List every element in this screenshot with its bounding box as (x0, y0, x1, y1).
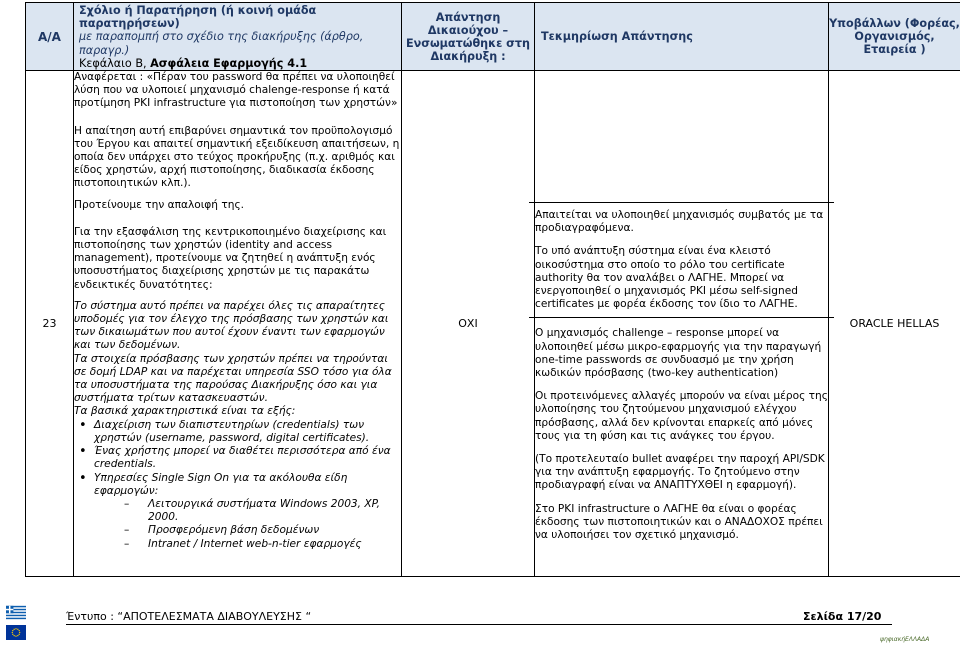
comment-paragraph: Αναφέρεται : «Πέραν του password θα πρέπει να υλοποιηθεί λύση που να υλοποιεί μηχανισμό chalenge-response ή κατά προτίμηση PKI infrastructure για πιστοποίηση των χρηστών» (74, 71, 398, 110)
list-item: – Intranet / Internet web-n-tier εφαρμογές (74, 538, 401, 551)
footer-line (66, 624, 892, 625)
justification-paragraph: Το υπό ανάπτυξη σύστημα είναι ένα κλειστό οικοσύστημα στο οποίο το ρόλο του certificate authority θα τον αναλάβει ο ΛΑΓΗΕ. Μπορεί να ενεργοποιηθεί ο μηχανισμός PKI μέσω self-signed certificates με φορέα έκδοσης τον ίδιο το ΛΑΓΗΕ. (535, 245, 798, 311)
list-item: – Προσφερόμενη βάση δεδομένων (74, 524, 401, 537)
comment-paragraph: Προτείνουμε την απαλοιφή της. (74, 198, 245, 211)
justification-top-spacer (535, 71, 828, 202)
comment-paragraph: Τα βασικά χαρακτηριστικά είναι τα εξής: (74, 405, 296, 418)
justification-section-1 (535, 203, 828, 311)
justification-cell (535, 71, 829, 577)
footer-form-title: Έντυπο : “ΑΠΟΤΕΛΕΣΜΑΤΑ ΔΙΑΒΟΥΛΕΥΣΗΣ “ (66, 610, 312, 623)
justification-paragraph: Απαιτείται να υλοποιηθεί μηχανισμός συμβατός με τα προδιαγραφόμενα. (535, 209, 824, 235)
justification-paragraph: Στο PKI infrastructure ο ΛΑΓΗΕ θα είναι ο φορέας έκδοσης των πιστοποιητικών και ο ΑΝΑΔΟΧΟΣ πρέπει να υλοποιήσει τον σχετικό μηχανισμό. (535, 502, 823, 542)
header-submitter: Υποβάλλων (Φορέας, Οργανισμός, Εταιρεία ) (829, 3, 960, 71)
submitter-cell: ORACLE HELLAS (829, 71, 960, 577)
justification-paragraph: Ο μηχανισμός challenge – response μπορεί να υλοποιηθεί μέσω μικρο-εφαρμογής για την παραγωγή one-time passwords σε συνδυασμό με την χρήση κωδικών πρόσβασης (two-key authentication) (535, 327, 822, 380)
list-item: • Υπηρεσίες Single Sign On για τα ακόλουθα είδη εφαρμογών: (74, 472, 401, 498)
table-row (26, 71, 960, 577)
header-aa: Α/Α (26, 3, 74, 71)
greek-flag-icon (6, 605, 26, 620)
justification-paragraph: Οι προτεινόμενες αλλαγές μπορούν να είναι μέρος της υλοποίησης του ζητούμενου μηχανισμού ελέγχου πρόσβασης, αλλά δεν κρίνονται επαρκείς από μόνες τους για τη φύση και τις ανάγκες του έργου. (535, 390, 828, 442)
header-justification: Τεκμηρίωση Απάντησης (535, 3, 829, 71)
page-footer (0, 600, 960, 649)
header-chapter-prefix: Κεφάλαιο Β, (79, 56, 151, 70)
header-chapter-section: Ασφάλεια Εφαρμογής 4.1 (150, 56, 308, 70)
header-chapter-ref (79, 57, 397, 70)
footer-page-number: Σελίδα 17/20 (803, 610, 882, 623)
header-comment-title: Σχόλιο ή Παρατήρηση (ή κοινή ομάδα παρατηρήσεων) (79, 4, 317, 31)
comment-paragraph: Για την εξασφάλιση της κεντρικοποιημένο διαχείρισης και πιστοποίησης των χρηστών (identity and access management), προτείνουμε να ζητηθεί η ανάπτυξη ενός υποσυστήματος διαχείρισης χρηστών με τις παρακάτω ενδεικτικές δυνατότητες: (74, 225, 387, 291)
comment-cell (74, 71, 402, 577)
header-comment (74, 3, 402, 71)
header-answer: Απάντηση Δικαιούχου – Ενσωματώθηκε στη Διακήρυξη : (402, 3, 535, 71)
list-item: – Λειτουργικά συστήματα Windows 2003, XP, 2000. (74, 498, 401, 524)
consultation-table (25, 2, 960, 577)
justification-paragraph: (Το προτελευταίο bullet αναφέρει την παροχή API/SDK για την ανάπτυξη εφαρμογής. Το ζητούμενο στην προδιαγραφή είναι να ΑΝΑΠΤΥΧΘΕΙ η εφαρμογή). (535, 453, 825, 492)
list-item: • Διαχείριση των διαπιστευτηρίων (credentials) των χρηστών (username, password, digital certificates). (74, 419, 401, 445)
eu-flag-icon (6, 625, 26, 640)
answer-cell: ΟΧΙ (402, 71, 535, 577)
row-number: 23 (26, 71, 74, 577)
justification-section-2 (535, 318, 828, 542)
digital-greece-logo: ψηφιακήΕΛΛΑΔΑ (880, 636, 930, 643)
header-row (26, 3, 960, 71)
comment-paragraph: Το σύστημα αυτό πρέπει να παρέχει όλες τις απαραίτητες υποδομές για τον έλεγχο της πρόσβασης των χρηστών και των δικαιωμάτων που αυτοί έχουν έναντι των εφαρμογών και των δεδομένων. (74, 299, 389, 352)
comment-paragraph: Τα στοιχεία πρόσβασης των χρηστών πρέπει να τηρούνται σε δομή LDAP και να παρέχεται υπηρεσία SSO τόσο για όλα τα υποσυστήματα της παρούσας Διακήρυξης όσο και για συστήματα τρίτων κατασκευαστών. (74, 352, 392, 405)
header-comment-reference-note: με παραπομπή στο σχέδιο της διακήρυξης (άρθρο, παραγρ.) (79, 30, 364, 57)
comment-paragraph: Η απαίτηση αυτή επιβαρύνει σημαντικά τον προϋπολογισμό του Έργου και απαιτεί σημαντική εξειδίκευση απαιτήσεων, η οποία δεν υπάρχει στο τεύχος προκήρυξης (π.χ. αριθμός και είδος χρηστών, αρχή πιστοποίησης, διαδικασία έκδοσης πιστοποιητικών κλπ.). (74, 124, 400, 190)
list-item: • Ένας χρήστης μπορεί να διαθέτει περισσότερα από ένα credentials. (74, 445, 401, 471)
